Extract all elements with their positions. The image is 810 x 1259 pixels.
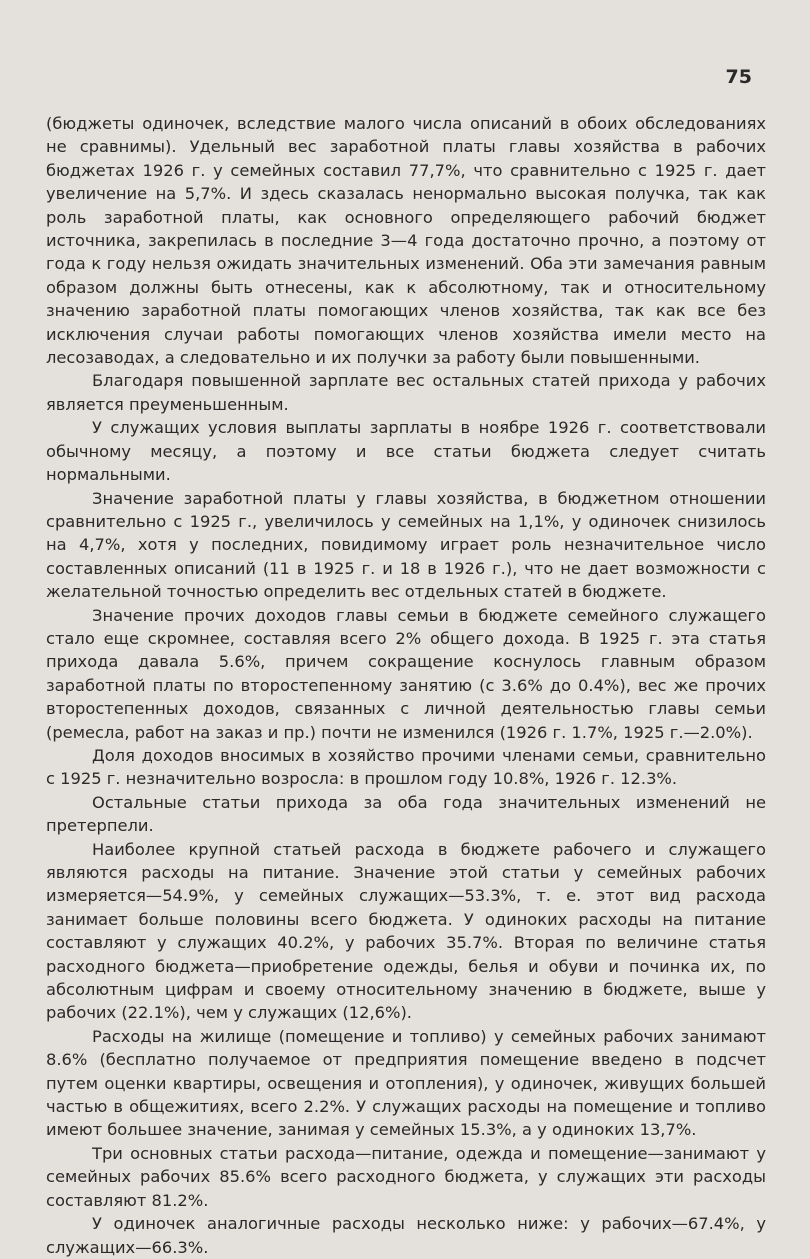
paragraph: Значение прочих доходов главы семьи в бюджете семейного служащего стало еще скромнее, составляя всего 2% общего дохода. В 1925 г. эта статья прихода давала 5.6%, причем сокращение коснулось главным образом заработной платы по второстепенному занятию (с 3.6% до 0.4%), вес же прочих второстепенных доходов, связанных с личной деятельностью главы семьи (ремесла, работ на заказ и пр.) почти не изменился (1926 г. 1.7%, 1925 г.—2.0%). xyxy=(46,605,766,742)
paragraph: У служащих условия выплаты зарплаты в ноябре 1926 г. соответствовали обычному месяцу, а поэтому и все статьи бюджета следует считать нормальными. xyxy=(46,418,766,485)
paragraph: (бюджеты одиночек, вследствие малого числа описаний в обоих обследованиях не сравнимы). Удельный вес заработной платы главы хозяйства в рабочих бюджетах 1926 г. у семейных составил 77,7%, что сравнительно с 1925 г. дает увеличение на 5,7%. И здесь сказалась ненормально высокая получка, так как роль заработной платы, как основного определяющего рабочий бюджет источника, закрепилась в последние 3—4 года достаточно прочно, а поэтому от года к году нельзя ожидать значительных изменений. Оба эти замечания равным образом должны быть отнесены, как к абсолютному, так и относительному значению заработной платы помогающих членов хозяйства, так как все без исключения случаи работы помогающих членов хозяйства имели место на лесозаводах, а следовательно и их получки за работу были повышенными. xyxy=(46,114,766,368)
paragraph: Остальные статьи прихода за оба года значительных изменений не претерпели. xyxy=(46,792,766,836)
paragraph: Доля доходов вносимых в хозяйство прочими членами семьи, сравнительно с 1925 г. незначительно возросла: в прошлом году 10.8%, 1926 г. 12.3%. xyxy=(46,745,766,789)
paragraph: Благодаря повышенной зарплате вес остальных статей прихода у рабочих является преуменьшенным. xyxy=(46,371,766,414)
paragraph: Три основных статьи расхода—питание, одежда и помещение—занимают у семейных рабочих 85.6% всего расходного бюджета, у служащих эти расходы составляют 81.2%. xyxy=(46,1143,766,1210)
paragraph: Наиболее крупной статьей расхода в бюджете рабочего и служащего являются расходы на питание. Значение этой статьи у семейных рабочих измеряется—54.9%, у семейных служащих—53.3%, т. е. этот вид расхода занимает больше половины всего бюджета. У одиноких расходы на питание составляют у служащих 40.2%, у рабочих 35.7%. Вторая по величине статья расходного бюджета—приобретение одежды, белья и обуви и починка их, по абсолютным цифрам и своему относительному значению в бюджете, выше у рабочих (22.1%), чем у служащих (12,6%). xyxy=(46,839,766,1023)
paragraph: Расходы на жилище (помещение и топливо) у семейных рабочих занимают 8.6% (бесплатно получаемое от предприятия помещение введено в подсчет путем оценки квартиры, освещения и отопления), у одиночек, живущих большей частью в общежитиях, всего 2.2%. У служащих расходы на помещение и топливо имеют большее значение, занимая у семейных 15.3%, а у одиноких 13,7%. xyxy=(46,1026,766,1140)
paragraph: У одиночек аналогичные расходы несколько ниже: у рабочих—67.4%, у служащих—66.3%. xyxy=(46,1214,766,1257)
paragraph: Значение заработной платы у главы хозяйства, в бюджетном отношении сравнительно с 1925 г., увеличилось у семейных на 1,1%, у одиночек снизилось на 4,7%, хотя у последних, повидимому играет роль незначительное число составленных описаний (11 в 1925 г. и 18 в 1926 г.), что не дает возможности с желательной точностью определить вес отдельных статей в бюджете. xyxy=(46,488,766,602)
page-number: 75 xyxy=(725,66,752,88)
page-body xyxy=(46,112,766,1259)
